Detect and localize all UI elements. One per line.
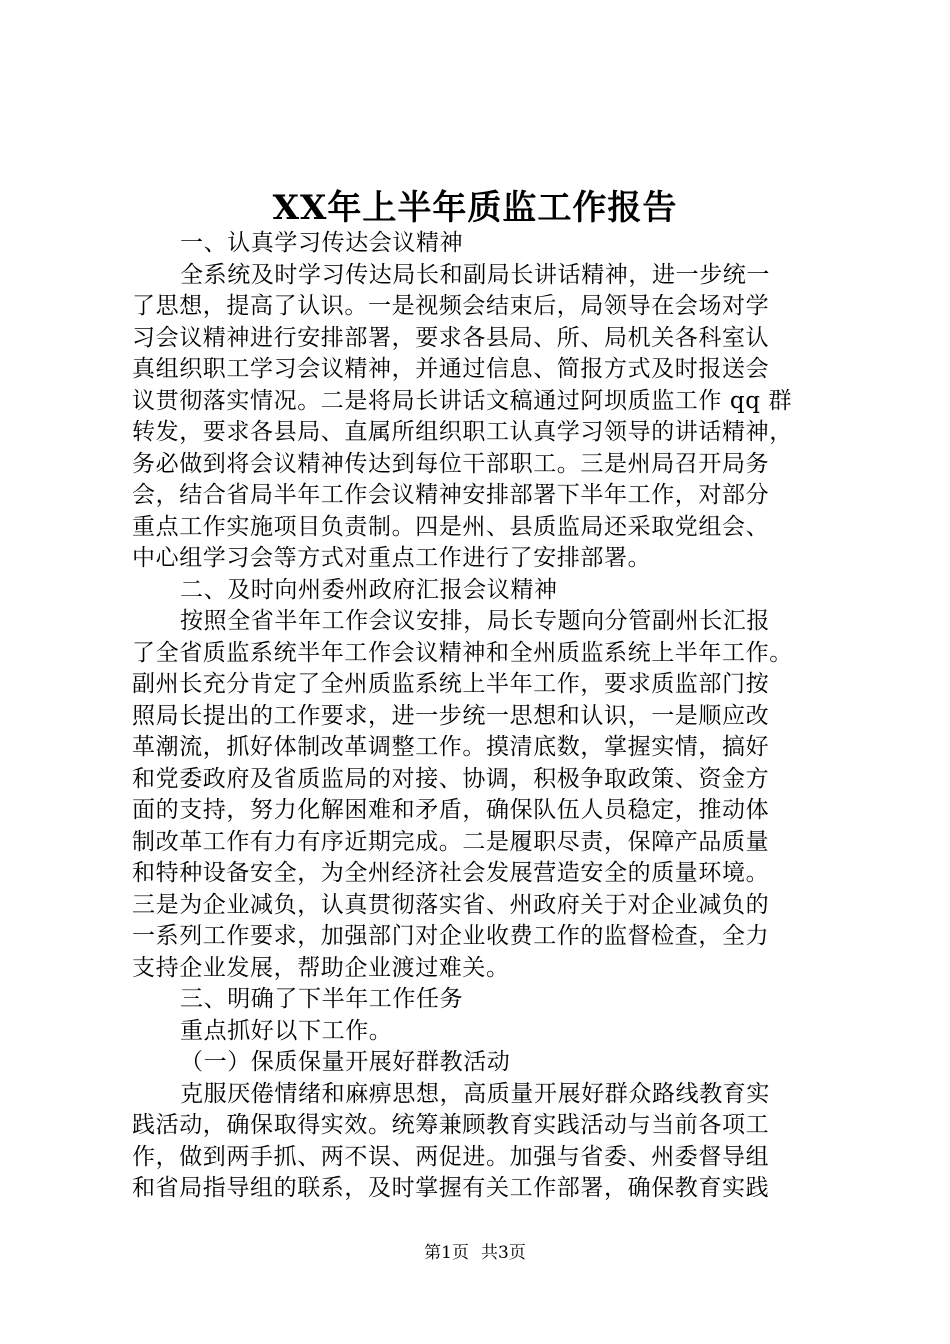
text-line: 一、认真学习传达会议精神 — [180, 230, 464, 256]
text-line: 践活动，确保取得实效。统筹兼顾教育实践活动与当前各项工 — [132, 1112, 770, 1138]
text-line: 全系统及时学习传达局长和副局长讲话精神，进一步统一 — [180, 261, 770, 288]
text-line: （一）保质保量开展好群教活动 — [180, 1049, 511, 1075]
text-line: 制改革工作有力有序近期完成。二是履职尽责，保障产品质量 — [132, 828, 770, 855]
page-number: 第1页 — [424, 1243, 469, 1263]
text-line: 克服厌倦情绪和麻痹思想，高质量开展好群众路线教育实 — [180, 1080, 770, 1107]
text-line: 革潮流，抓好体制改革调整工作。摸清底数，掌握实情，搞好 — [132, 734, 770, 760]
text-line: 作，做到两手抓、两不误、两促进。加强与省委、州委督导组 — [132, 1143, 770, 1170]
text-line: 三是为企业减负，认真贯彻落实省、州政府关于对企业减负的 — [132, 891, 770, 918]
document-title: XX年上半年质监工作报告 — [272, 188, 678, 228]
text-line: 和特种设备安全，为全州经济社会发展营造安全的质量环境。 — [132, 860, 770, 886]
text-line: 三、明确了下半年工作任务 — [180, 986, 464, 1012]
text-line: 了全省质监系统半年工作会议精神和全州质监系统上半年工作。 — [132, 639, 793, 666]
text-line: 支持企业发展，帮助企业渡过难关。 — [132, 954, 510, 981]
text-line: 习会议精神进行安排部署，要求各县局、所、局机关各科室认 — [132, 324, 770, 351]
text-line: 和省局指导组的联系，及时掌握有关工作部署，确保教育实践 — [132, 1175, 770, 1201]
text-line: 重点工作实施项目负责制。四是州、县质监局还采取党组会、 — [132, 513, 770, 540]
text-line: 按照全省半年工作会议安排，局长专题向分管副州长汇报 — [180, 608, 770, 634]
text-line: 真组织职工学习会议精神，并通过信息、简报方式及时报送会 — [132, 356, 770, 382]
page-footer — [0, 1241, 950, 1265]
text-line: 副州长充分肯定了全州质监系统上半年工作，要求质监部门按 — [132, 671, 770, 697]
text-line: 面的支持，努力化解困难和矛盾，确保队伍人员稳定，推动体 — [132, 797, 770, 823]
document-body — [132, 228, 852, 1205]
text-line: 一系列工作要求，加强部门对企业收费工作的监督检查，全力 — [132, 923, 770, 949]
text-line: 议贯彻落实情况。二是将局长讲话文稿通过阿坝质监工作 qq 群 — [132, 387, 793, 414]
text-line: 重点抓好以下工作。 — [180, 1017, 393, 1044]
text-line: 中心组学习会等方式对重点工作进行了安排部署。 — [132, 545, 652, 571]
text-line: 会，结合省局半年工作会议精神安排部署下半年工作，对部分 — [132, 482, 770, 508]
text-line: 照局长提出的工作要求，进一步统一思想和认识，一是顺应改 — [132, 702, 770, 729]
text-line: 了思想，提高了认识。一是视频会结束后，局领导在会场对学 — [132, 293, 770, 319]
text-line: 务必做到将会议精神传达到每位干部职工。三是州局召开局务 — [132, 450, 770, 477]
text-line: 转发，要求各县局、直属所组织职工认真学习领导的讲话精神， — [132, 419, 793, 445]
text-line: 和党委政府及省质监局的对接、协调，积极争取政策、资金方 — [132, 765, 770, 792]
text-line: 二、及时向州委州政府汇报会议精神 — [180, 576, 558, 603]
page-total: 共3页 — [481, 1243, 526, 1263]
